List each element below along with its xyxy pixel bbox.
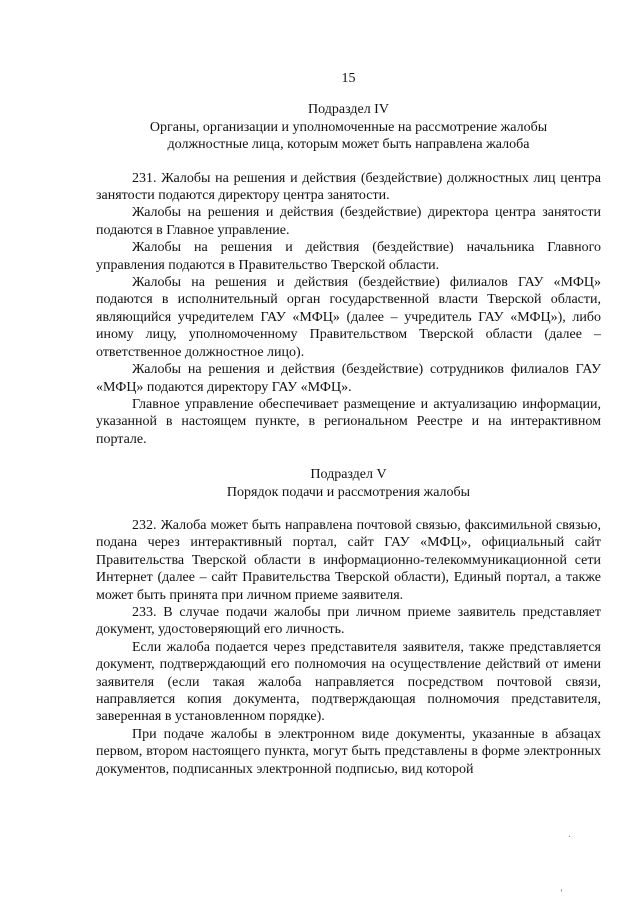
paragraph: При подаче жалобы в электронном виде документы, указанные в абзацах первом, втором настоящего пункта, могут быть представлены в форме электронных документов, подписанных электронной подписью, вид которой — [96, 726, 601, 777]
scan-speck: · — [568, 832, 572, 843]
paragraph-233: 233. В случае подачи жалобы при личном приеме заявитель представляет документ, удостоверяющий его личность. — [96, 604, 601, 638]
scan-speck: ' — [560, 888, 563, 899]
subsection-5 — [96, 466, 601, 778]
subsection-4-heading-line-1: Органы, организации и уполномоченные на рассмотрение жалобы — [149, 119, 548, 135]
subsection-4 — [96, 101, 601, 448]
paragraph-232: 232. Жалоба может быть направлена почтовой связью, факсимильной связью, подана через интерактивный портал, сайт ГАУ «МФЦ», официальный сайт Правительства Тверской области в информационно-телекоммуникационной сети Интернет (далее – сайт Правительства Тверской области), Единый портал, а также может быть принята при личном приеме заявителя. — [96, 517, 601, 603]
paragraph: Жалобы на решения и действия (бездействие) директора центра занятости подаются в Главное управление. — [96, 205, 601, 238]
subsection-5-title: Подраздел V — [310, 467, 387, 483]
paragraph: Жалобы на решения и действия (бездействие) филиалов ГАУ «МФЦ» подаются в исполнительный орган государственной власти Тверской области, являющийся учредителем ГАУ «МФЦ» (далее – учредитель ГАУ «МФЦ»), либо иному лицу, уполномоченному Правительством Тверской области (далее – ответственное должностное лицо). — [96, 275, 601, 360]
subsection-5-heading: Порядок подачи и рассмотрения жалобы — [226, 484, 471, 500]
page-number: 15 — [341, 71, 356, 86]
subsection-4-title: Подраздел IV — [308, 102, 389, 118]
paragraph: Жалобы на решения и действия (бездействие) сотрудников филиалов ГАУ «МФЦ» подаются директору ГАУ «МФЦ». — [96, 362, 601, 395]
subsection-4-heading-line-2: должностные лица, которым может быть направлена жалоба — [167, 137, 530, 153]
paragraph: Жалобы на решения и действия (бездействие) начальника Главного управления подаются в Правительство Тверской области. — [96, 240, 601, 273]
paragraph: Если жалоба подается через представителя заявителя, также представляется документ, подтверждающий его полномочия на осуществление действий от имени заявителя (если такая жалоба направляется посредством почтовой связи, направляется копия документа, подтверждающая полномочия представителя, заверенная в установленном порядке). — [96, 639, 601, 725]
document-page — [96, 70, 601, 778]
paragraph-231: 231. Жалобы на решения и действия (бездействие) должностных лиц центра занятости подаются директору центра занятости. — [96, 170, 601, 204]
paragraph: Главное управление обеспечивает размещение и актуализацию информации, указанной в настоящем пункте, в региональном Реестре и на интерактивном портале. — [96, 396, 601, 447]
